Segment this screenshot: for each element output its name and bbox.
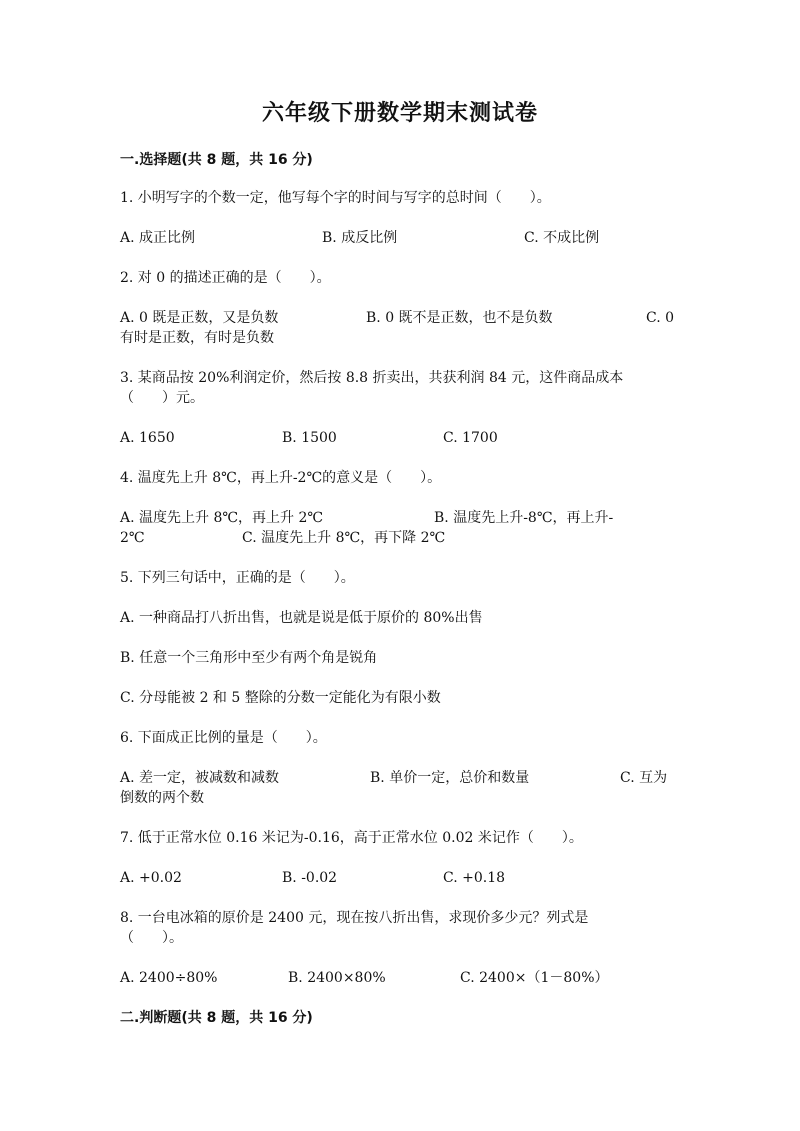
option-c: C. +0.18 <box>443 870 506 886</box>
question-stem: 3. 某商品按 20%利润定价，然后按 8.8 折卖出，共获利润 84 元，这件商品成本 <box>120 370 624 386</box>
question-stem: 2. 对 0 的描述正确的是（ ）。 <box>120 270 331 286</box>
option-b: B. 成反比例 <box>322 230 398 246</box>
option-a: A. 温度先上升 8℃，再上升 2℃ <box>120 510 324 526</box>
question-stem-wrap: （ ）。 <box>120 930 183 946</box>
question-stem: 1. 小明写字的个数一定，他写每个字的时间与写字的总时间（ ）。 <box>120 190 551 206</box>
option-b: B. 单价一定，总价和数量 <box>370 770 530 786</box>
option-c-wrap: 有时是正数，有时是负数 <box>120 330 274 346</box>
option-b: B. 0 既不是正数，也不是负数 <box>366 310 553 326</box>
option-c: C. 分母能被 2 和 5 整除的分数一定能化为有限小数 <box>120 690 441 706</box>
question-stem: 6. 下面成正比例的量是（ ）。 <box>120 730 327 746</box>
option-c: C. 0 <box>646 310 675 326</box>
option-a: A. 一种商品打八折出售，也就是说是低于原价的 80%出售 <box>120 610 483 626</box>
option-a: A. 1650 <box>120 430 175 446</box>
option-c: C. 1700 <box>443 430 498 446</box>
option-b-wrap: 2℃ <box>120 530 145 546</box>
question-stem: 5. 下列三句话中，正确的是（ ）。 <box>120 570 355 586</box>
option-b: B. 任意一个三角形中至少有两个角是锐角 <box>120 650 378 666</box>
option-a: A. 差一定，被减数和减数 <box>120 770 280 786</box>
question-stem: 4. 温度先上升 8℃，再上升-2℃的意义是（ ）。 <box>120 470 442 486</box>
option-c: C. 2400×（1－80%） <box>460 970 609 986</box>
option-c: C. 温度先上升 8℃，再下降 2℃ <box>242 530 446 546</box>
option-a: A. 0 既是正数，又是负数 <box>120 310 279 326</box>
question-stem: 8. 一台电冰箱的原价是 2400 元，现在按八折出售，求现价多少元？列式是 <box>120 910 589 926</box>
option-a: A. +0.02 <box>120 870 182 886</box>
question-stem: 7. 低于正常水位 0.16 米记为-0.16，高于正常水位 0.02 米记作（ ）。 <box>120 830 583 846</box>
section-heading-judgement: 二.判断题(共 8 题，共 16 分) <box>120 1010 313 1026</box>
page-title: 六年级下册数学期末测试卷 <box>261 101 538 126</box>
section-heading-choice: 一.选择题(共 8 题，共 16 分) <box>120 152 313 168</box>
option-c-wrap: 倒数的两个数 <box>120 790 204 806</box>
question-stem-wrap: （ ）元。 <box>120 390 204 406</box>
option-b: B. 温度先上升-8℃，再上升- <box>434 510 614 526</box>
option-a: A. 成正比例 <box>120 230 196 246</box>
option-b: B. 1500 <box>282 430 337 446</box>
option-b: B. -0.02 <box>282 870 338 886</box>
option-c: C. 互为 <box>620 770 668 786</box>
option-a: A. 2400÷80% <box>120 970 218 986</box>
option-b: B. 2400×80% <box>288 970 386 986</box>
option-c: C. 不成比例 <box>524 230 600 246</box>
